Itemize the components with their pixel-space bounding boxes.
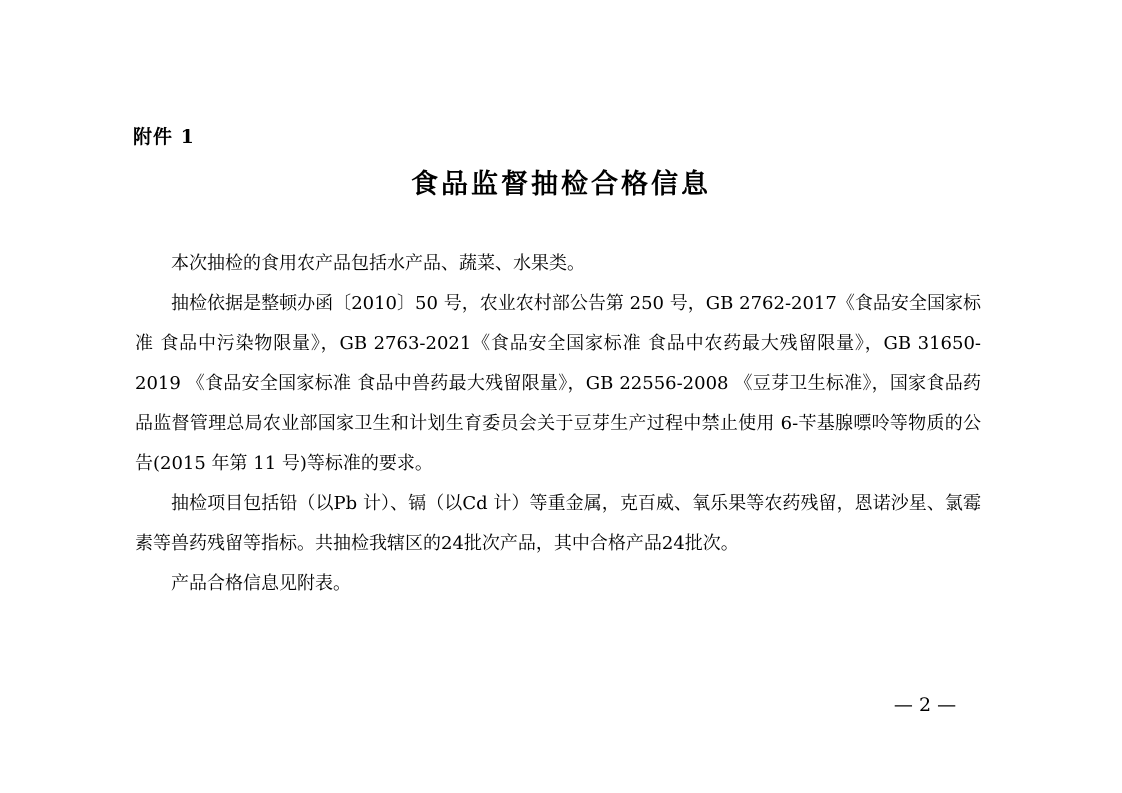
paragraph-appendix-note: 产品合格信息见附表。	[171, 573, 351, 594]
paragraph-basis: 抽检依据是整顿办函〔2010〕50 号，农业农村部公告第 250 号，GB 2762-2017《食品安全国家标准 食品中污染物限量》，GB 2763-2021《食品安全国家标准 食品中农药最大残留限量》，GB 31650-2019 《食品安全国家标准 食品中兽药最大残留限量》，GB 22556-2008 《豆芽卫生标准》，国家食品药品监督管理总局农业部国家卫生和计划生育委员会关于豆芽生产过程中禁止使用 6-苄基腺嘌呤等物质的公告(2015 年第 11 号)等标准的要求。	[135, 293, 981, 474]
paragraph-items: 抽检项目包括铅（以Pb 计）、镉（以Cd 计）等重金属，克百威、氧乐果等农药残留，恩诺沙星、氯霉素等兽药残留等指标。共抽检我辖区的24批次产品，其中合格产品24批次。	[135, 493, 981, 554]
attachment-label: 附件 1	[133, 126, 195, 148]
document-body	[135, 244, 981, 604]
page-number: — 2 —	[893, 694, 957, 716]
document-title: 食品监督抽检合格信息	[411, 169, 711, 200]
paragraph-scope: 本次抽检的食用农产品包括水产品、蔬菜、水果类。	[171, 253, 585, 274]
